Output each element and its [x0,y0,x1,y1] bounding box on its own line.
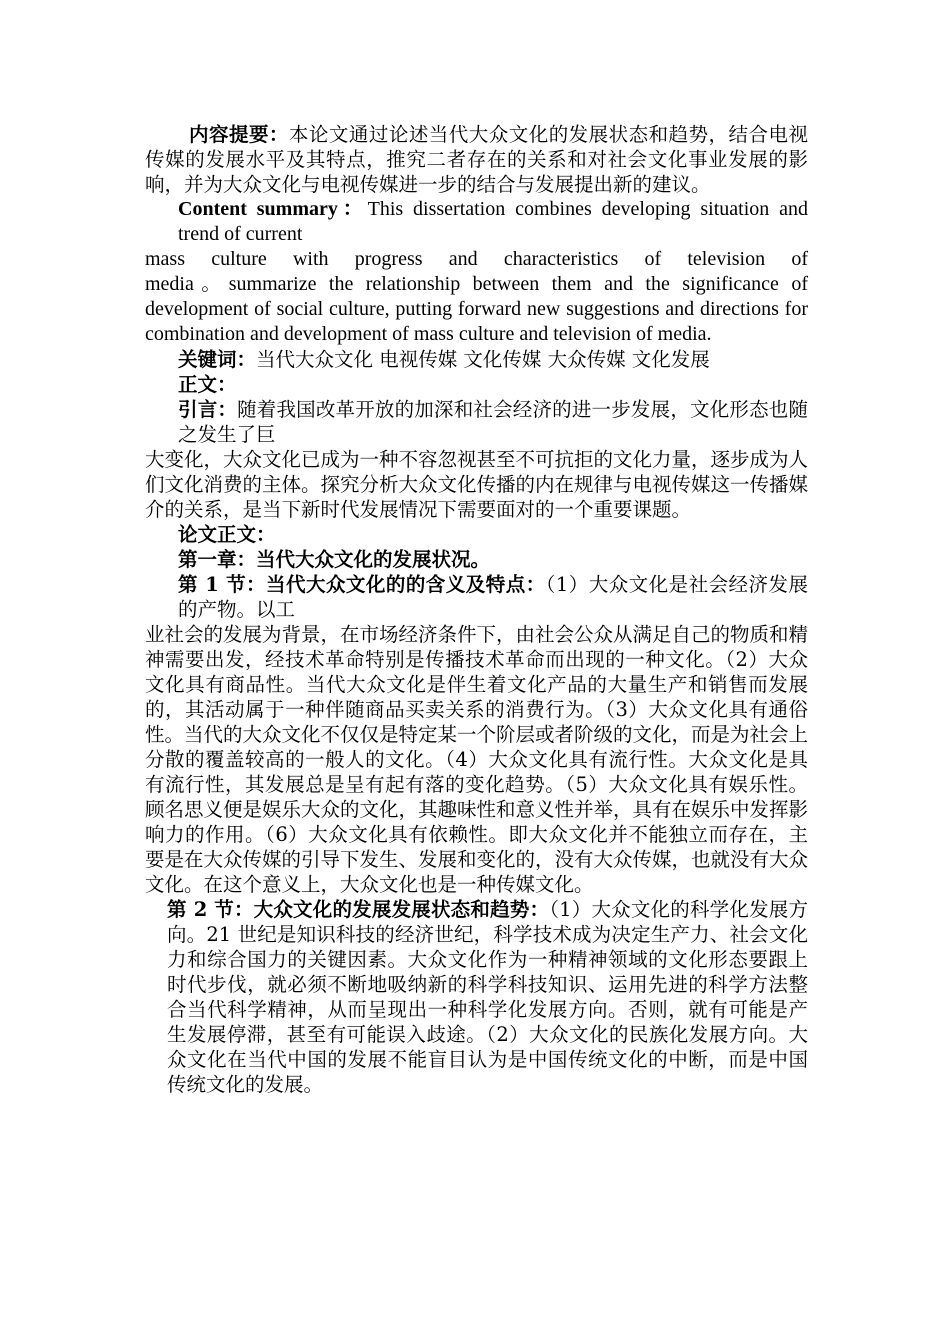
keywords-text: 当代大众文化 电视传媒 文化传媒 大众传媒 文化发展 [256,348,710,371]
abstract-en-line1: This dissertation combines developing situation and trend of current [178,198,808,245]
thesis-label: 论文正文： [178,523,276,546]
abstract-cn-text: 本论文通过论述当代大众文化的发展状态和趋势，结合电视传媒的发展水平及其特点，推究二者存在的关系和对社会文化事业发展的影响，并为大众文化与电视传媒进一步的结合与发展提出新的建议。 [145,123,808,196]
section-1-label: 第 1 节：当代大众文化的的含义及特点： [178,573,546,596]
abstract-en-label: Content summary： [178,198,368,220]
section-2 [145,897,808,1097]
keywords-label: 关键词： [178,348,257,371]
intro-rest: 大变化，大众文化已成为一种不容忽视甚至不可抗拒的文化力量，逐步成为人们文化消费的主体。探究分析大众文化传播的内在规律与电视传媒这一传播媒介的关系，是当下新时代发展情况下需要面对的一个重要课题。 [145,448,809,521]
document-page [145,122,808,1097]
abstract-en-line2: mass culture with progress and characteristics of television of [145,248,808,270]
chapter-1-heading [145,547,808,572]
abstract-cn-label: 内容提要： [189,123,289,146]
section-2-label: 第 2 节：大众文化的发展发展状态和趋势： [167,898,550,921]
thesis-heading [145,522,808,547]
section-1-line1: （1）大众文化是社会经济发展的产物。以工 [178,573,808,621]
abstract-en-rest: media。summarize the relationship between them and the significance of development of social culture, putting forward new suggestions and directions for combination and development of mass culture and television of media. [145,273,808,345]
abstract-cn [145,122,808,197]
body-heading [145,372,808,397]
section-2-text: （1）大众文化的科学化发展方向。21 世纪是知识科技的经济世纪，科学技术成为决定生产力、社会文化力和综合国力的关键因素。大众文化作为一种精神领域的文化形态要跟上时代步伐，就必须不断地吸纳新的科学科技知识、运用先进的科学方法整合当代科学精神，从而呈现出一种科学化发展方向。否则，就有可能是产生发展停滞，甚至有可能误入歧途。（2）大众文化的民族化发展方向。大众文化在当代中国的发展不能盲目认为是中国传统文化的中断，而是中国传统文化的发展。 [167,898,808,1096]
intro-label: 引言： [178,398,238,421]
intro-line1: 随着我国改革开放的加深和社会经济的进一步发展，文化形态也随之发生了巨 [178,398,808,446]
section-1-first [145,572,808,622]
body-label: 正文： [178,373,237,396]
abstract-en [145,197,808,347]
intro-first [145,397,808,447]
chapter-1-title: 第一章：当代大众文化的发展状况。 [178,548,491,571]
abstract-en-first [145,197,808,247]
section-1-rest: 业社会的发展为背景，在市场经济条件下，由社会公众从满足自己的物质和精神需要出发，经技术革命特别是传播技术革命而出现的一种文化。（2）大众文化具有商品性。当代大众文化是伴生着文化产品的大量生产和销售而发展的，其活动属于一种伴随商品买卖关系的消费行为。（3）大众文化具有通俗性。当代的大众文化不仅仅是特定某一个阶层或者阶级的文化，而是为社会上分散的覆盖较高的一般人的文化。（4）大众文化具有流行性。大众文化是具有流行性，其发展总是呈有起有落的变化趋势。（5）大众文化具有娱乐性。顾名思义便是娱乐大众的文化，其趣味性和意义性并举，具有在娱乐中发挥影响力的作用。（6）大众文化具有依赖性。即大众文化并不能独立而存在，主要是在大众传媒的引导下发生、发展和变化的，没有大众传媒，也就没有大众文化。在这个意义上，大众文化也是一种传媒文化。 [145,623,809,896]
keywords [145,347,808,372]
